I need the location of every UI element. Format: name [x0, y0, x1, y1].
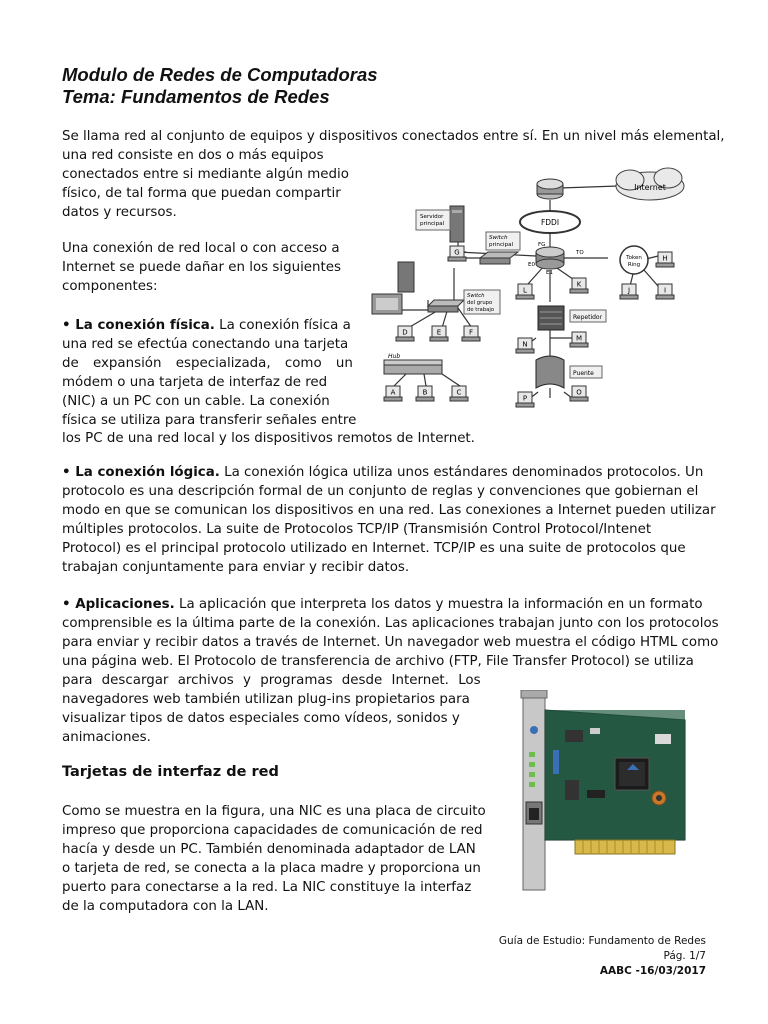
intro-line: Se llama red al conjunto de equipos y dispositivos conectados entre sí. En un nivel más elemental, — [62, 129, 725, 144]
aplicaciones-label: • Aplicaciones. — [62, 597, 175, 612]
computer-node-g — [448, 246, 466, 261]
computer-node-a — [384, 386, 402, 401]
hub-icon — [384, 353, 442, 374]
tarjetas-line: impreso que proporciona capacidades de comunicación de red — [62, 822, 483, 838]
port-e0-label: E0 — [528, 262, 535, 268]
hub-label: Hub — [388, 353, 401, 360]
aplicaciones-line: La aplicación que interpreta los datos y muestra la información en un formato — [174, 597, 703, 612]
tarjetas-line: hacía y desde un PC. También denominada adaptador de LAN — [62, 841, 476, 857]
computer-node-label: O — [576, 388, 582, 397]
damage-line: Una conexión de red local o con acceso a — [62, 241, 340, 256]
damage-paragraph — [62, 240, 354, 297]
footer-page-number: Pág. 1/7 — [663, 950, 706, 962]
token-ring-label-2: Ring — [627, 262, 641, 268]
computer-node-label: J — [627, 286, 631, 295]
computer-node-d — [396, 326, 414, 341]
logica-line: múltiples protocolos. La suite de Protocolos TCP/IP (Transmisión Control Protocol/Intenet — [62, 521, 652, 537]
intro-line: datos y recursos. — [62, 204, 177, 220]
server-icon — [416, 206, 464, 242]
damage-line: Internet se puede dañar en los siguientes — [62, 259, 341, 275]
aplicaciones-line: una página web. El Protocolo de transferencia de archivo (FTP, File Transfer Protocol) se utiliza — [62, 653, 694, 669]
intro-paragraph — [62, 128, 725, 147]
logica-line: modo en que se comunican los dispositivos en una red. Las conexiones a Internet pueden utilizar — [62, 502, 716, 518]
logica-paragraph — [62, 464, 716, 577]
aplicaciones-line: animaciones. — [62, 729, 151, 745]
fddi-label: FDDI — [540, 218, 560, 227]
switch-principal-icon — [480, 232, 520, 264]
aplicaciones-line: para descargar archivos y programas desde Internet. Los — [62, 673, 481, 688]
computer-node-m — [570, 332, 588, 347]
nic-card-image — [495, 690, 700, 895]
switch-principal-label: Switch — [489, 235, 508, 241]
logica-label: • La conexión lógica. — [62, 465, 220, 480]
computer-node-p — [516, 392, 534, 407]
damage-line: componentes: — [62, 278, 158, 294]
document-title — [62, 64, 378, 108]
intro-line: una red consiste en dos o más equipos — [62, 148, 324, 163]
computer-node-label: B — [422, 388, 428, 397]
switch-grupo-label-2: del grupo — [467, 300, 493, 306]
port-e1-label: E1 — [546, 270, 553, 276]
intro-line: físico, de tal forma que puedan compartir — [62, 185, 341, 201]
switch-grupo-label: Switch — [467, 293, 485, 299]
fisica-label: • La conexión física. — [62, 318, 215, 333]
computer-node-label: E — [436, 328, 442, 337]
token-ring — [620, 246, 648, 274]
computer-node-b — [416, 386, 434, 401]
token-ring-label: Token — [626, 255, 642, 261]
computer-node-c — [450, 386, 468, 401]
internet-cloud — [616, 168, 684, 200]
port-fg-label: FG — [538, 242, 546, 248]
logica-line: La conexión lógica utiliza unos estándares denominados protocolos. Un — [219, 465, 704, 480]
computer-node-label: P — [522, 394, 528, 403]
router-icon — [537, 179, 563, 199]
page-footer — [499, 934, 706, 979]
logica-line: protocolo es una descripción formal de un conjunto de reglas y convenciones que gobiernan el — [62, 483, 699, 499]
intro-line: conectados entre si mediante algún medio — [62, 166, 349, 182]
computer-node-i — [656, 284, 674, 299]
computer-node-label: A — [390, 388, 396, 397]
tarjetas-line: o tarjeta de red, se conecta a la placa madre y proporciona un — [62, 860, 481, 876]
servidor-label-2: principal — [420, 221, 445, 227]
fisica-line: una red se efectúa conectando una tarjeta — [62, 336, 349, 352]
logica-line: Protocol) es el principal protocolo utilizado en Internet. TCP/IP es una suite de protocolos que — [62, 540, 686, 556]
computer-node-j — [620, 284, 638, 299]
fddi-ring — [520, 211, 580, 233]
computer-node-label: C — [456, 388, 462, 397]
title-line-1: Modulo de Redes de Computadoras — [62, 64, 378, 85]
fisica-line: de expansión especializada, como un — [62, 355, 353, 371]
fisica-line: (NIC) a un PC con un cable. La conexión — [62, 393, 330, 409]
computer-node-label: F — [468, 328, 474, 337]
tarjetas-line: de la computadora con la LAN. — [62, 898, 269, 914]
tarjetas-paragraph — [62, 803, 486, 916]
fisica-line: módem o una tarjeta de interfaz de red — [62, 374, 328, 390]
fisica-line: física se utiliza para transferir señales entre — [62, 412, 357, 428]
tarjetas-line: puerto para conectarse a la red. La NIC constituye la interfaz — [62, 879, 472, 895]
servidor-label: Servidor — [420, 214, 444, 220]
section-heading: Tarjetas de interfaz de red — [62, 764, 279, 780]
computer-node-f — [462, 326, 480, 341]
computer-node-label: M — [575, 334, 583, 343]
computer-node-label: I — [663, 286, 667, 295]
computer-node-e — [430, 326, 448, 341]
internet-label: Internet — [634, 183, 666, 192]
intro-paragraph-wrap — [62, 147, 354, 223]
switch-principal-label-2: principal — [489, 242, 514, 248]
computer-node-o — [570, 386, 588, 401]
footer-guide: Guía de Estudio: Fundamento de Redes — [498, 935, 706, 947]
computer-node-label: N — [522, 340, 528, 349]
repeater-icon — [538, 306, 606, 330]
title-line-2: Tema: Fundamentos de Redes — [62, 86, 330, 107]
switch-grupo-icon — [428, 290, 500, 314]
fisica-line: los PC de una red local y los dispositivos remotos de Internet. — [62, 431, 475, 447]
aplicaciones-line: visualizar tipos de datos especiales como vídeos, sonidos y — [62, 710, 460, 726]
switch-grupo-label-3: de trabajo — [467, 307, 495, 313]
computer-node-n — [516, 338, 534, 353]
aplicaciones-line: navegadores web también utilizan plug-ins propietarios para — [62, 691, 470, 707]
workgroup-server-icon — [372, 262, 414, 314]
aplicaciones-line: para enviar y recibir datos a través de Internet. Un navegador web muestra el código HTML como — [62, 634, 719, 650]
computer-node-k — [570, 278, 588, 293]
computer-node-label: H — [662, 254, 668, 263]
puente-label: Puente — [573, 370, 594, 377]
aplicaciones-line: comprensible es la última parte de la conexión. Las aplicaciones trabajan junto con los protocolos — [62, 615, 719, 631]
aplicaciones-paragraph-wrap — [62, 672, 482, 748]
computer-node-label: L — [523, 286, 527, 295]
network-diagram — [368, 160, 710, 432]
aplicaciones-paragraph — [62, 596, 719, 672]
computer-node-label: K — [576, 280, 582, 289]
fisica-line: La conexión física a — [214, 318, 351, 333]
computer-node-l — [516, 284, 534, 299]
logica-line: trabajan conjuntamente para enviar y recibir datos. — [62, 559, 410, 575]
computer-node-h — [656, 252, 674, 267]
port-to-label: TO — [576, 250, 584, 256]
repetidor-label: Repetidor — [573, 314, 603, 321]
bridge-icon — [536, 356, 602, 388]
router-icon — [528, 242, 584, 276]
footer-author-date: AABC -16/03/2017 — [599, 965, 706, 977]
computer-node-label: D — [402, 328, 408, 337]
tarjetas-line: Como se muestra en la figura, una NIC es una placa de circuito — [62, 804, 486, 819]
computer-node-label: G — [454, 248, 460, 257]
